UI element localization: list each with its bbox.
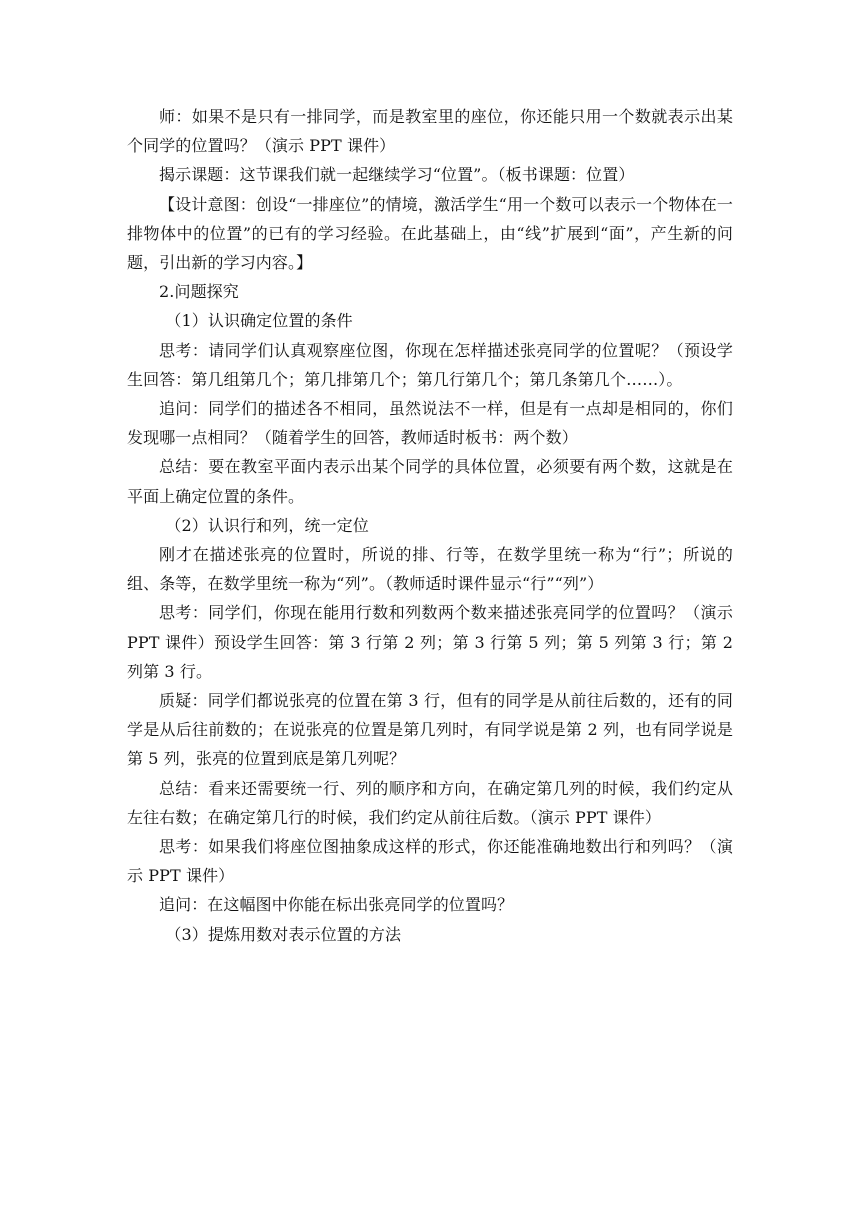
paragraph-think-rows-columns: 思考：同学们，你现在能用行数和列数两个数来描述张亮同学的位置吗？（演示 PPT 课件）预设学生回答：第 3 行第 2 列；第 3 行第 5 列；第 5 列第 3 行；第 2 列第 3 行。 [127, 603, 733, 681]
paragraph-think-seat-chart: 思考：请同学们认真观察座位图，你现在怎样描述张亮同学的位置呢？（预设学生回答：第几组第几个；第几排第几个；第几行第几个；第几条第几个……）。 [127, 340, 733, 389]
paragraph-reveal-topic: 揭示课题：这节课我们就一起继续学习“位置”。（板书课题：位置） [159, 165, 635, 185]
paragraph-follow-up: 追问：同学们的描述各不相同，虽然说法不一样，但是有一点却是相同的，你们发现哪一点相同？（随着学生的回答，教师适时板书：两个数） [127, 399, 733, 448]
document-body [127, 102, 733, 949]
paragraph-follow-up-mark: 追问：在这幅图中你能在标出张亮同学的位置吗？ [159, 895, 514, 915]
paragraph-rows-columns-definition: 刚才在描述张亮的位置时，所说的排、行等，在数学里统一称为“行”；所说的组、条等，在数学里统一称为“列”。（教师适时课件显示“行”“列”） [127, 545, 733, 594]
paragraph-summary-direction: 总结：看来还需要统一行、列的顺序和方向，在确定第几列的时候，我们约定从左往右数；在确定第几行的时候，我们约定从前往后数。（演示 PPT 课件） [127, 778, 733, 827]
section-heading-problem-inquiry: 2.问题探究 [159, 282, 239, 302]
paragraph-think-abstract: 思考：如果我们将座位图抽象成这样的形式，你还能准确地数出行和列吗？（演示 PPT 课件） [127, 837, 733, 886]
paragraph-teacher-question: 师：如果不是只有一排同学，而是教室里的座位，你还能只用一个数就表示出某个同学的位置吗？（演示 PPT 课件） [127, 107, 733, 156]
subheading-conditions: （1）认识确定位置的条件 [165, 311, 353, 331]
subheading-number-pairs: （3）提炼用数对表示位置的方法 [165, 924, 402, 944]
subheading-rows-columns: （2）认识行和列，统一定位 [165, 515, 369, 535]
paragraph-question-direction: 质疑：同学们都说张亮的位置在第 3 行，但有的同学是从前往后数的，还有的同学是从后往前数的；在说张亮的位置是第几列时，有同学说是第 2 列，也有同学说是第 5 列，张亮的位置到底是第几列呢？ [127, 691, 733, 769]
paragraph-summary-two-numbers: 总结：要在教室平面内表示出某个同学的具体位置，必须要有两个数，这就是在平面上确定位置的条件。 [127, 457, 733, 506]
paragraph-design-intent: 【设计意图：创设“一排座位”的情境，激活学生“用一个数可以表示一个物体在一排物体中的位置”的已有的学习经验。在此基础上，由“线”扩展到“面”，产生新的问题，引出新的学习内容。】 [127, 194, 733, 273]
